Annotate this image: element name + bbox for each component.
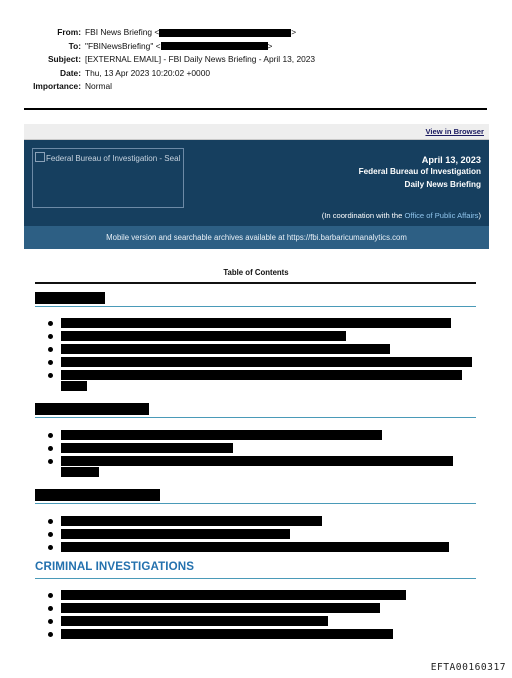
importance-label: Importance: — [33, 81, 81, 92]
redacted-toc-item[interactable] — [61, 456, 453, 466]
toc-divider — [35, 282, 476, 284]
header-divider — [24, 108, 487, 110]
toc-title: Table of Contents — [223, 268, 289, 277]
bullet — [48, 532, 53, 537]
bullet — [48, 373, 53, 378]
redacted-toc-item[interactable] — [61, 318, 451, 328]
document-id-stamp: EFTA00160317 — [430, 662, 506, 673]
bullet — [48, 321, 53, 326]
redacted-toc-item[interactable] — [61, 629, 393, 639]
redacted-section-heading — [35, 292, 105, 304]
archive-link[interactable]: https://fbi.barbaricumanalytics.com — [286, 233, 407, 242]
redacted-toc-item[interactable] — [61, 529, 290, 539]
seal-alt-text: Federal Bureau of Investigation - Seal — [46, 154, 181, 163]
subject-value: [EXTERNAL EMAIL] - FBI Daily News Briefing - April 13, 2023 — [85, 54, 316, 65]
subject-row — [0, 53, 512, 67]
bullet — [48, 459, 53, 464]
bullet — [48, 446, 53, 451]
section-divider — [35, 503, 476, 504]
date-label: Date: — [60, 67, 81, 78]
criminal-investigations-heading: CRIMINAL INVESTIGATIONS — [35, 560, 195, 573]
bullet — [48, 519, 53, 524]
redacted-toc-item[interactable] — [61, 344, 390, 354]
redacted-section-heading — [35, 489, 160, 501]
section-divider — [35, 578, 476, 579]
broken-image-icon — [35, 152, 45, 162]
section-divider — [35, 417, 476, 418]
importance-row — [0, 80, 512, 94]
redacted-section-heading — [35, 403, 149, 415]
view-in-browser-bar — [24, 124, 489, 140]
to-value: "FBINewsBriefing" < — [85, 40, 161, 51]
to-row — [0, 40, 512, 54]
redacted-toc-item[interactable] — [61, 331, 346, 341]
from-row — [0, 26, 512, 40]
redacted-toc-item[interactable] — [61, 542, 449, 552]
redacted-toc-item[interactable] — [61, 370, 462, 380]
bullet — [48, 632, 53, 637]
coordination-prefix: (In coordination with the — [321, 211, 405, 220]
briefing-date: April 13, 2023 — [421, 155, 481, 165]
redacted-toc-item[interactable] — [61, 616, 328, 626]
date-row — [0, 67, 512, 81]
redacted-toc-item-continued — [61, 381, 87, 391]
bullet — [48, 360, 53, 365]
fbi-banner — [24, 140, 489, 226]
view-in-browser-link[interactable]: View in Browser — [425, 127, 484, 136]
fbi-seal-image — [32, 148, 184, 208]
redacted-toc-item[interactable] — [61, 516, 322, 526]
bullet — [48, 545, 53, 550]
from-label: From: — [57, 27, 81, 37]
redacted-toc-item[interactable] — [61, 590, 406, 600]
date-value: Thu, 13 Apr 2023 10:20:02 +0000 — [85, 67, 211, 78]
redacted-toc-item[interactable] — [61, 603, 380, 613]
bullet — [48, 347, 53, 352]
redaction-box — [159, 29, 291, 37]
coordination-suffix: ) — [478, 211, 481, 220]
to-label: To: — [68, 40, 81, 51]
bullet — [48, 334, 53, 339]
redacted-toc-item[interactable] — [61, 357, 472, 367]
section-divider — [35, 306, 476, 307]
coordination-note — [322, 211, 481, 220]
office-public-affairs-link[interactable]: Office of Public Affairs — [404, 211, 479, 220]
importance-value: Normal — [85, 81, 112, 92]
bullet — [48, 593, 53, 598]
bullet — [48, 619, 53, 624]
bullet — [48, 433, 53, 438]
newsletter-header — [24, 124, 489, 249]
archive-text: Mobile version and searchable archives available at — [106, 233, 287, 242]
redacted-toc-item-continued — [61, 467, 99, 477]
org-name: Federal Bureau of Investigation — [358, 167, 481, 177]
email-header — [0, 26, 512, 94]
from-suffix: > — [291, 27, 297, 37]
redaction-box — [161, 42, 268, 50]
to-suffix: > — [267, 40, 273, 51]
bullet — [48, 606, 53, 611]
redacted-toc-item[interactable] — [61, 443, 233, 453]
archive-bar — [24, 226, 489, 249]
from-value: FBI News Briefing < — [85, 27, 160, 37]
redacted-toc-item[interactable] — [61, 430, 382, 440]
banner-title — [359, 154, 481, 191]
briefing-name: Daily News Briefing — [404, 179, 481, 189]
subject-label: Subject: — [47, 54, 81, 65]
